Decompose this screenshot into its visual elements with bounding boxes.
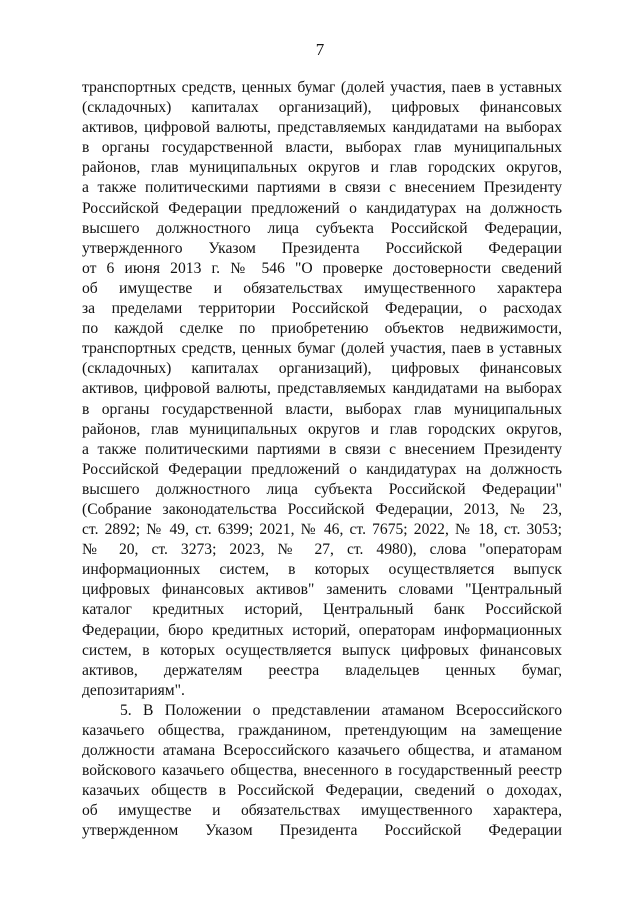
text-line: (складочных) капиталах организаций), цифровых финансовых	[82, 99, 562, 117]
text-line: районов, глав муниципальных округов и глав городских округов,	[82, 159, 562, 177]
text-line: Российской Федерации предложений о кандидатурах на должность	[82, 460, 562, 478]
text-line: каталог кредитных историй, Центральный банк Российской	[82, 601, 562, 619]
text-line: от 6 июня 2013 г. № 546 "О проверке достоверности сведений	[82, 259, 562, 277]
text-line: утвержденном Указом Президента Российской Федерации	[82, 822, 562, 840]
text-line: транспортных средств, ценных бумаг (долей участия, паев в уставных	[82, 340, 562, 358]
text-line: районов, глав муниципальных округов и глав городских округов,	[82, 420, 562, 438]
text-line: об имуществе и обязательствах имущественного характера,	[82, 802, 562, 820]
text-line: транспортных средств, ценных бумаг (долей участия, паев в уставных	[82, 79, 562, 96]
text-line: за пределами территории Российской Федерации, о расходах	[82, 300, 562, 318]
text-line: казачьего общества, гражданином, претендующим на замещение	[82, 722, 562, 739]
text-line: в органы государственной власти, выборах глав муниципальных	[82, 400, 562, 418]
text-line: а также политическими партиями в связи с внесением Президенту	[82, 440, 562, 458]
text-line: войскового казачьего общества, внесенного в государственный реестр	[82, 762, 562, 780]
text-line: № 20, ст. 3273; 2023, № 27, ст. 4980), слова "операторам	[82, 541, 562, 559]
text-line: 5. В Положении о представлении атаманом Всероссийского	[120, 701, 562, 719]
text-line: Российской Федерации предложений о кандидатурах на должность	[82, 199, 562, 217]
text-line: высшего должностного лица субъекта Российской Федерации,	[82, 219, 562, 237]
text-line: казачьих обществ в Российской Федерации, сведений о доходах,	[82, 782, 562, 800]
document-body	[82, 78, 562, 842]
page-number: 7	[315, 40, 325, 59]
text-line: высшего должностного лица субъекта Российской Федерации"	[82, 480, 562, 498]
text-line: информационных систем, в которых осуществляется выпуск	[82, 561, 562, 579]
text-line: Федерации, бюро кредитных историй, операторам информационных	[82, 621, 562, 639]
text-line: утвержденного Указом Президента Российской Федерации	[82, 239, 562, 257]
text-line: цифровых финансовых активов" заменить словами "Центральный	[82, 581, 562, 599]
text-line: активов, цифровой валюты, представляемых кандидатами на выборах	[82, 119, 562, 137]
text-line: а также политическими партиями в связи с внесением Президенту	[82, 179, 562, 197]
text-line: (Собрание законодательства Российской Федерации, 2013, № 23,	[82, 500, 562, 518]
text-line: в органы государственной власти, выборах глав муниципальных	[82, 139, 562, 157]
text-line: по каждой сделке по приобретению объектов недвижимости,	[82, 320, 562, 338]
text-line: активов, цифровой валюты, представляемых кандидатами на выборах	[82, 380, 562, 398]
text-line: депозитариям".	[82, 681, 185, 699]
text-line: активов, держателям реестра владельцев ценных бумаг,	[82, 661, 562, 679]
text-line: ст. 2892; № 49, ст. 6399; 2021, № 46, ст. 7675; 2022, № 18, ст. 3053;	[82, 521, 562, 539]
text-line: об имуществе и обязательствах имущественного характера	[82, 279, 562, 297]
text-line: систем, в которых осуществляется выпуск цифровых финансовых	[82, 641, 562, 659]
text-line: должности атамана Всероссийского казачьего общества, и атаманом	[82, 742, 562, 760]
text-line: (складочных) капиталах организаций), цифровых финансовых	[82, 360, 562, 378]
